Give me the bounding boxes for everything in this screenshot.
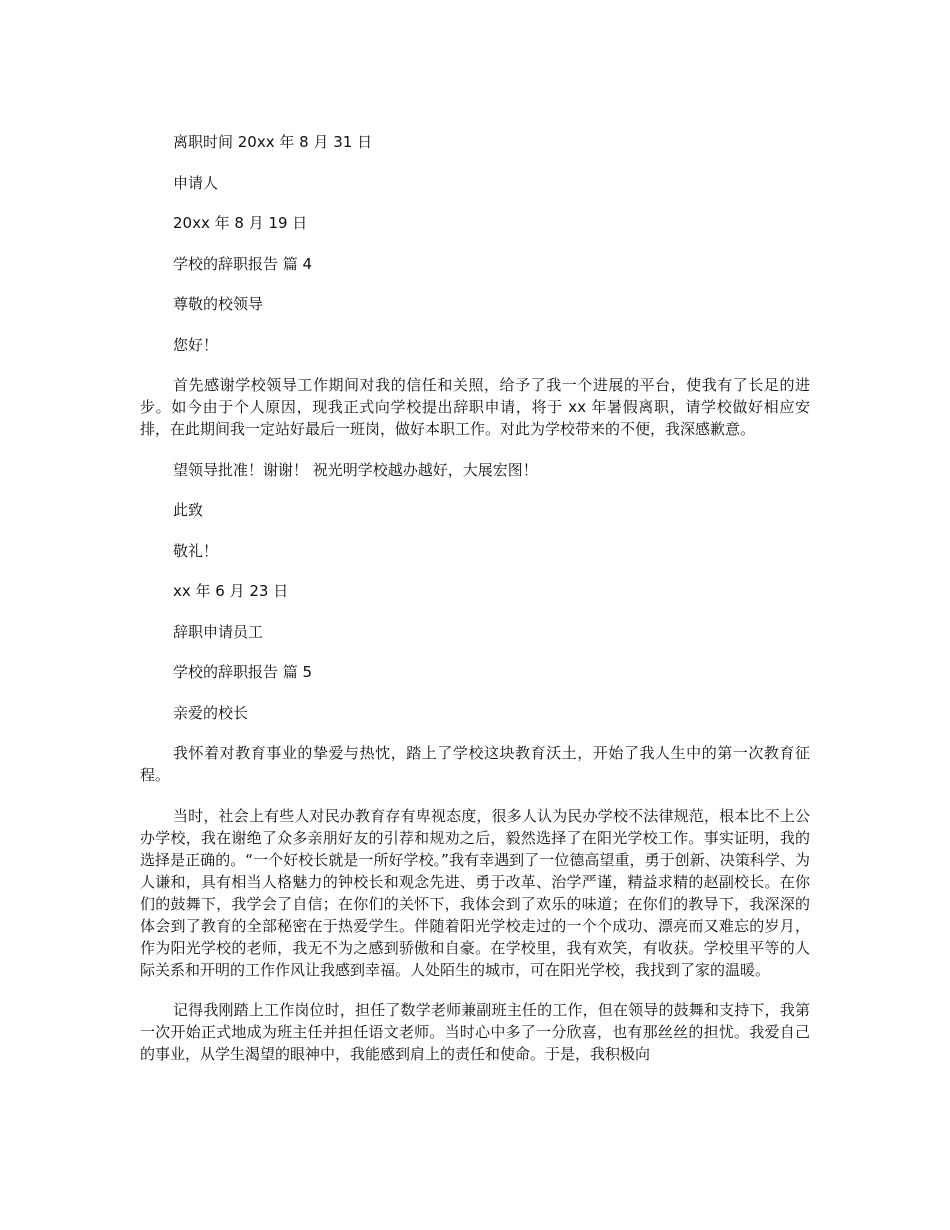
signer-line-4: 辞职申请员工 [173,622,264,641]
applicant-line: 申请人 [173,173,219,192]
closing-line-2: 敬礼！ [173,541,219,560]
document-body [140,131,810,1084]
wish-line-4: 望领导批准！谢谢！ 祝光明学校越办越好，大展宏图！ [173,460,538,479]
paragraph-5-2: 当时，社会上有些人对民办教育存有卑视态度，很多人认为民办学校不法律规范，根本比不上公办学校，我在谢绝了众多亲朋好友的引荐和规劝之后，毅然选择了在阳光学校工作。事实证明，我的选择是正确的。“一个好校长就是一所好学校。”我有幸遇到了一位德高望重，勇于创新、决策科学、为人谦和，具有相当人格魅力的钟校长和观念先进、勇于改革、治学严谨，精益求精的赵副校长。在你们的鼓舞下，我学会了自信；在你们的关怀下，我体会到了欢乐的味道；在你们的教导下，我深深的体会到了教育的全部秘密在于热爱学生。伴随着阳光学校走过的一个个成功、漂亮而又难忘的岁月，作为阳光学校的老师，我无不为之感到骄傲和自豪。在学校里，我有欢笑，有收获。学校里平等的人际关系和开明的工作作风让我感到幸福。人处陌生的城市，可在阳光学校，我找到了家的温暖。 [140,806,810,979]
greeting-4: 您好！ [173,335,219,354]
section-heading-4: 学校的辞职报告 篇 4 [173,254,313,273]
section-heading-5: 学校的辞职报告 篇 5 [173,663,313,681]
closing-line-1: 此致 [173,501,204,519]
paragraph-5-3: 记得我刚踏上工作岗位时，担任了数学老师兼副班主任的工作，但在领导的鼓舞和支持下，我第一次开始正式地成为班主任并担任语文老师。当时心中多了一分欣喜，也有那丝丝的担忧。我爱自己的事业，从学生渴望的眼神中，我能感到肩上的责任和使命。于是，我积极向 [140,1001,810,1063]
salutation-4: 尊敬的校领导 [173,295,264,313]
date-line-1: 20xx 年 8 月 19 日 [173,214,308,232]
salutation-5: 亲爱的校长 [173,703,249,722]
leave-date-line: 离职时间 20xx 年 8 月 31 日 [173,133,373,151]
paragraph-4-1: 首先感谢学校领导工作期间对我的信任和关照，给予了我一个进展的平台，使我有了长足的进步。如今由于个人原因，现我正式向学校提出辞职申请，将于 xx 年暑假离职，请学校做好相应安排，在此期间我一定站好最后一班岗，做好本职工作。对此为学校带来的不便，我深感歉意。 [140,376,810,438]
date-line-2: xx 年 6 月 23 日 [173,582,289,600]
paragraph-5-1: 我怀着对教育事业的挚爱与热忱，踏上了学校这块教育沃土，开始了我人生中的第一次教育征程。 [140,744,810,784]
